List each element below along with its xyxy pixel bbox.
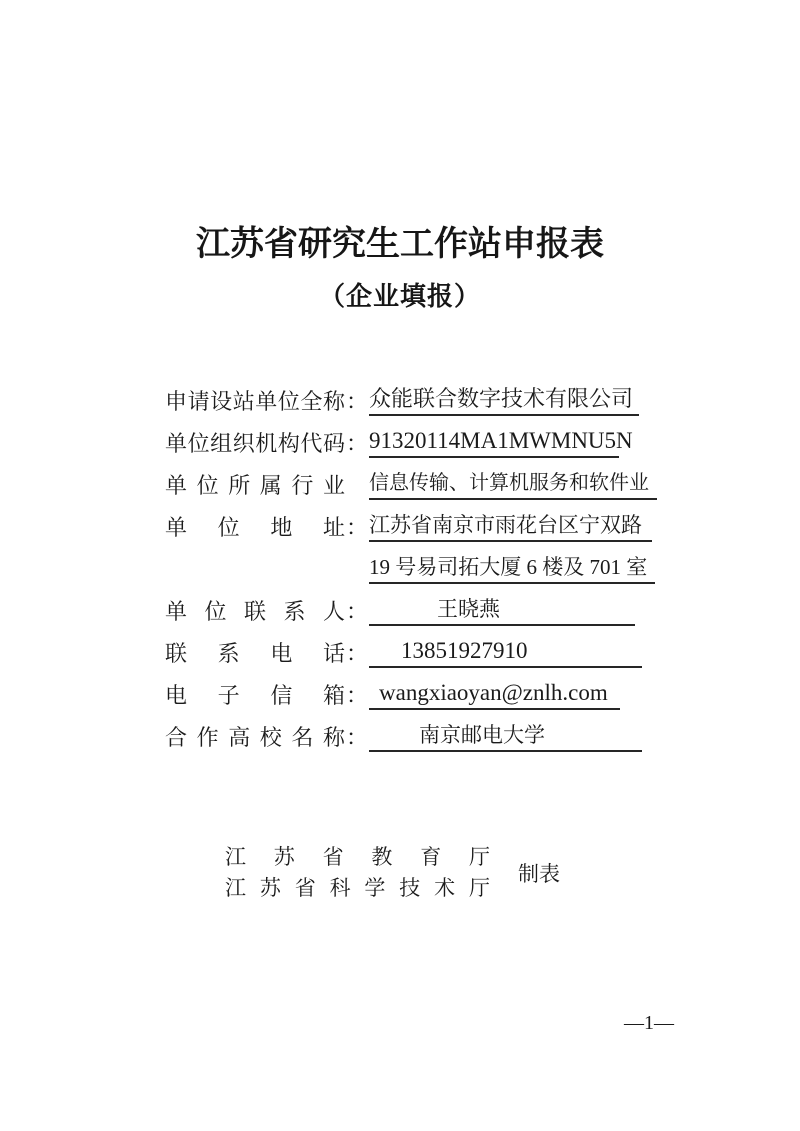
footer-suffix-zhibiao: 制表	[518, 862, 560, 886]
form-row-email	[165, 673, 665, 715]
field-value-org-code: 91320114MA1MWMNU5N	[369, 426, 619, 458]
field-colon: ：	[345, 598, 368, 624]
page-number: —1—	[624, 1012, 674, 1034]
page-subtitle: （企业填报）	[318, 282, 481, 311]
form-row-industry	[165, 463, 665, 505]
field-value-unit-name: 众能联合数字技术有限公司	[369, 384, 639, 416]
field-value-contact-person: 王晓燕	[369, 594, 635, 626]
field-label: 单位组织机构代码	[165, 430, 345, 456]
form-row-university	[165, 715, 665, 757]
agency-science-tech-dept: 江苏省科学技术厅	[225, 876, 490, 900]
agency-education-dept: 江苏省教育厅	[225, 845, 490, 869]
page-title: 江苏省研究生工作站申报表	[196, 225, 604, 263]
form-row-contact-person	[165, 589, 665, 631]
field-label: 单位所属行业	[165, 472, 345, 498]
form-row-address-continuation	[165, 547, 665, 589]
field-value-phone: 13851927910	[369, 636, 642, 668]
field-label: 申请设站单位全称	[165, 388, 345, 414]
field-label: 联系电话	[165, 640, 345, 666]
field-value-university: 南京邮电大学	[369, 720, 642, 752]
field-value-industry: 信息传输、计算机服务和软件业	[369, 468, 657, 500]
application-form	[165, 379, 665, 757]
field-value-address-line2: 19 号易司拓大厦 6 楼及 701 室	[369, 552, 655, 584]
field-value-address-line1: 江苏省南京市雨花台区宁双路	[369, 510, 652, 542]
field-colon: ：	[345, 514, 368, 540]
field-colon: ：	[345, 682, 368, 708]
field-colon: ：	[345, 724, 368, 750]
field-value-email: wangxiaoyan@znlh.com	[369, 678, 620, 710]
issuing-agencies-footer	[225, 842, 560, 904]
document-header	[0, 222, 800, 314]
form-row-phone	[165, 631, 665, 673]
field-label: 单位联系人	[165, 598, 345, 624]
field-label: 合作高校名称	[165, 724, 345, 750]
field-colon: ：	[345, 430, 368, 456]
field-label: 单位地址	[165, 514, 345, 540]
field-label: 电子信箱	[165, 682, 345, 708]
field-colon: ：	[345, 388, 368, 414]
field-colon: ：	[345, 640, 368, 666]
form-row-address	[165, 505, 665, 547]
form-row-org-code	[165, 421, 665, 463]
form-row-unit-name	[165, 379, 665, 421]
agency-lines	[225, 842, 490, 904]
